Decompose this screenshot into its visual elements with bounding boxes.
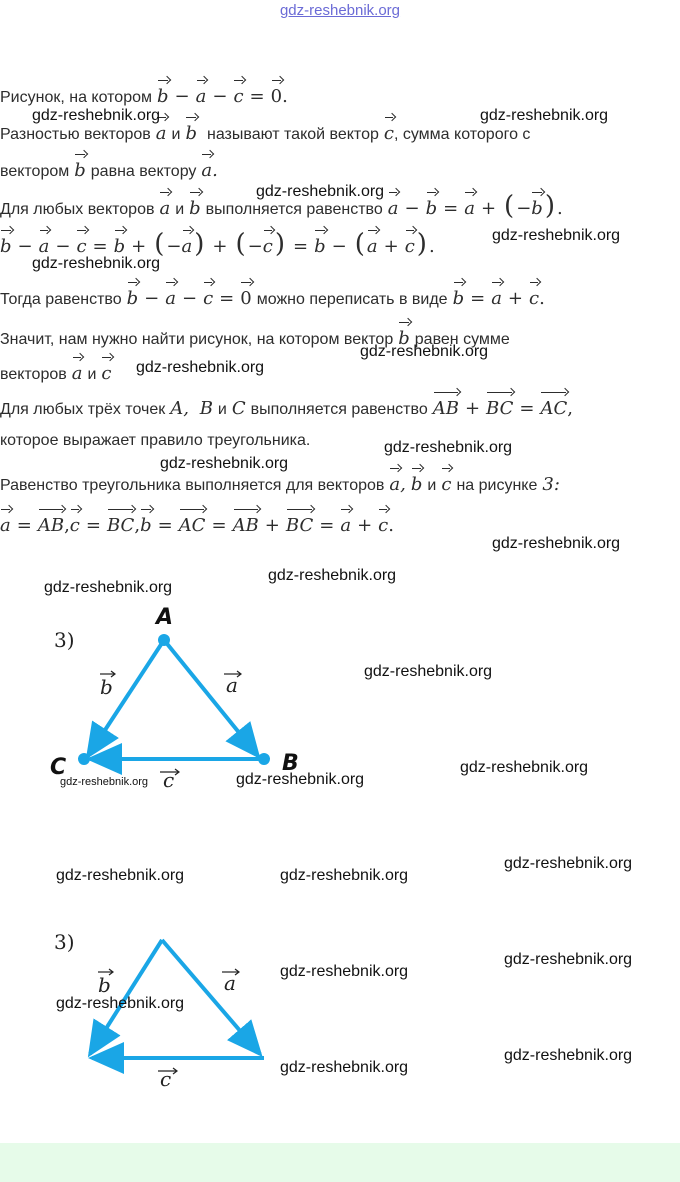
line-10-text: которое выражает правило треугольника. — [0, 432, 311, 449]
formula-1: b − a − c = 0. — [157, 78, 288, 107]
line-9-text-c: выполняется равенство — [250, 401, 428, 418]
vec-a-label: a — [226, 673, 238, 697]
watermark: gdz-reshebnik.org — [492, 535, 621, 552]
watermark: gdz-reshebnik.org — [56, 867, 185, 884]
point-a-dot — [158, 634, 170, 646]
watermark: gdz-reshebnik.org — [136, 359, 265, 376]
formula-5: b − a − c = b + ( −a) + ( −c) = b − ( a + c) . — [0, 229, 435, 259]
watermark: gdz-reshebnik.org — [460, 759, 589, 776]
text-line-5 — [0, 228, 435, 257]
line-8-text-a: векторов — [0, 366, 67, 383]
watermark: gdz-reshebnik.org — [364, 663, 493, 680]
watermark: gdz-reshebnik.org — [32, 255, 161, 272]
vec-c-label: c — [160, 1067, 172, 1090]
formula-4: a − b = a + ( −b) . — [387, 191, 563, 221]
watermark: gdz-reshebnik.org — [256, 183, 385, 200]
vec-b-label: b — [98, 973, 111, 997]
vertex-b-label: B — [282, 751, 299, 776]
vec-a: a — [201, 152, 212, 181]
site-link[interactable]: gdz-reshebnik.org — [279, 2, 401, 19]
point-c: C — [231, 398, 246, 419]
vec-b: b — [185, 115, 197, 144]
line-2-text-a: Разностью векторов — [0, 126, 151, 143]
line-4-text-c: выполняется равенство — [205, 201, 383, 218]
vec-c: c — [384, 115, 394, 144]
line-6-text-b: можно переписать в виде — [256, 291, 448, 308]
line-2-text-b: и — [171, 126, 181, 143]
vec-c-label: c — [163, 768, 175, 792]
watermark: gdz-reshebnik.org — [480, 107, 609, 124]
watermark: gdz-reshebnik.org — [504, 855, 633, 872]
line-4-text-a: Для любых векторов — [0, 201, 155, 218]
point-b-dot — [258, 753, 270, 765]
line-7-text-a: Значит, нам нужно найти рисунок, на котором вектор — [0, 331, 394, 348]
vec-c: c — [101, 355, 111, 384]
text-line-11: Равенство треугольника выполняется для векторов a , b и c на рисунке 3: — [0, 466, 560, 495]
vec-b: b — [189, 190, 201, 219]
vertex-a-label: A — [156, 605, 174, 630]
line-11-text-c: на рисунке — [456, 477, 538, 494]
watermark: gdz-reshebnik.org — [32, 107, 161, 124]
vec-b: b — [398, 320, 410, 349]
vec-c: c — [441, 466, 451, 495]
watermark: gdz-reshebnik.org — [160, 455, 289, 472]
vec-a: a — [389, 466, 400, 495]
formula-6a: b − a − c = 0 — [127, 280, 252, 309]
text-line-1 — [0, 78, 288, 107]
figure-1-label: 3) — [54, 628, 75, 652]
vertex-c-label: C — [50, 755, 67, 780]
vec-b: b — [411, 466, 423, 495]
figure-2-label: 3) — [54, 930, 75, 954]
vec-a: a — [156, 115, 167, 144]
watermark: gdz-reshebnik.org — [44, 579, 173, 596]
line-4-text-b: и — [175, 201, 185, 218]
watermark: gdz-reshebnik.org — [360, 343, 489, 360]
line-2-text-c: называют такой вектор — [206, 126, 379, 143]
text-line-3: вектором b равна вектору a . — [0, 152, 218, 181]
formula-6b: b = a + c. — [453, 280, 545, 309]
line-9-text-b: и — [217, 401, 227, 418]
points-abc: A, B — [170, 398, 213, 419]
vec-b: b — [74, 152, 86, 181]
watermark: gdz-reshebnik.org — [280, 867, 409, 884]
text-line-9 — [0, 390, 573, 419]
vec-a: a — [72, 355, 83, 384]
text-line-10 — [0, 432, 310, 450]
figure-ref: 3: — [542, 474, 560, 495]
watermark: gdz-reshebnik.org — [236, 771, 365, 788]
watermark: gdz-reshebnik.org — [56, 995, 185, 1012]
vec-a: a — [159, 190, 170, 219]
line-11-text-a: Равенство треугольника выполняется для векторов — [0, 477, 385, 494]
line-1-text: Рисунок, на котором — [0, 89, 152, 106]
line-7-text-b: равен сумме — [414, 331, 510, 348]
vec-b-label: b — [100, 675, 113, 699]
watermark: gdz-reshebnik.org — [504, 1047, 633, 1064]
formula-12: a = AB,c = BC,b = AC = AB + BC = a + c. — [0, 507, 394, 536]
vec-a-label: a — [224, 971, 236, 995]
formula-9: AB + BC = AC, — [433, 390, 573, 419]
text-line-6 — [0, 280, 545, 309]
line-6-text-a: Тогда равенство — [0, 291, 122, 308]
watermark: gdz-reshebnik.org — [280, 1059, 409, 1076]
line-11-text-b: и — [427, 477, 437, 494]
vector-a-arrow — [164, 640, 258, 756]
point-c-dot — [78, 753, 90, 765]
watermark: gdz-reshebnik.org — [60, 776, 149, 788]
text-line-12 — [0, 507, 394, 536]
text-line-8 — [0, 355, 112, 384]
watermark: gdz-reshebnik.org — [504, 951, 633, 968]
line-8-text-b: и — [87, 366, 97, 383]
watermark: gdz-reshebnik.org — [492, 227, 621, 244]
line-9-text-a: Для любых трёх точек — [0, 401, 166, 418]
line-3-text-b: равна вектору — [90, 163, 197, 180]
line-2-text-d: , сумма которого с — [393, 126, 531, 143]
watermark: gdz-reshebnik.org — [268, 567, 397, 584]
footer-bar — [0, 1143, 680, 1182]
watermark: gdz-reshebnik.org — [384, 439, 513, 456]
line-3-text-a: вектором — [0, 163, 70, 180]
watermark: gdz-reshebnik.org — [280, 963, 409, 980]
